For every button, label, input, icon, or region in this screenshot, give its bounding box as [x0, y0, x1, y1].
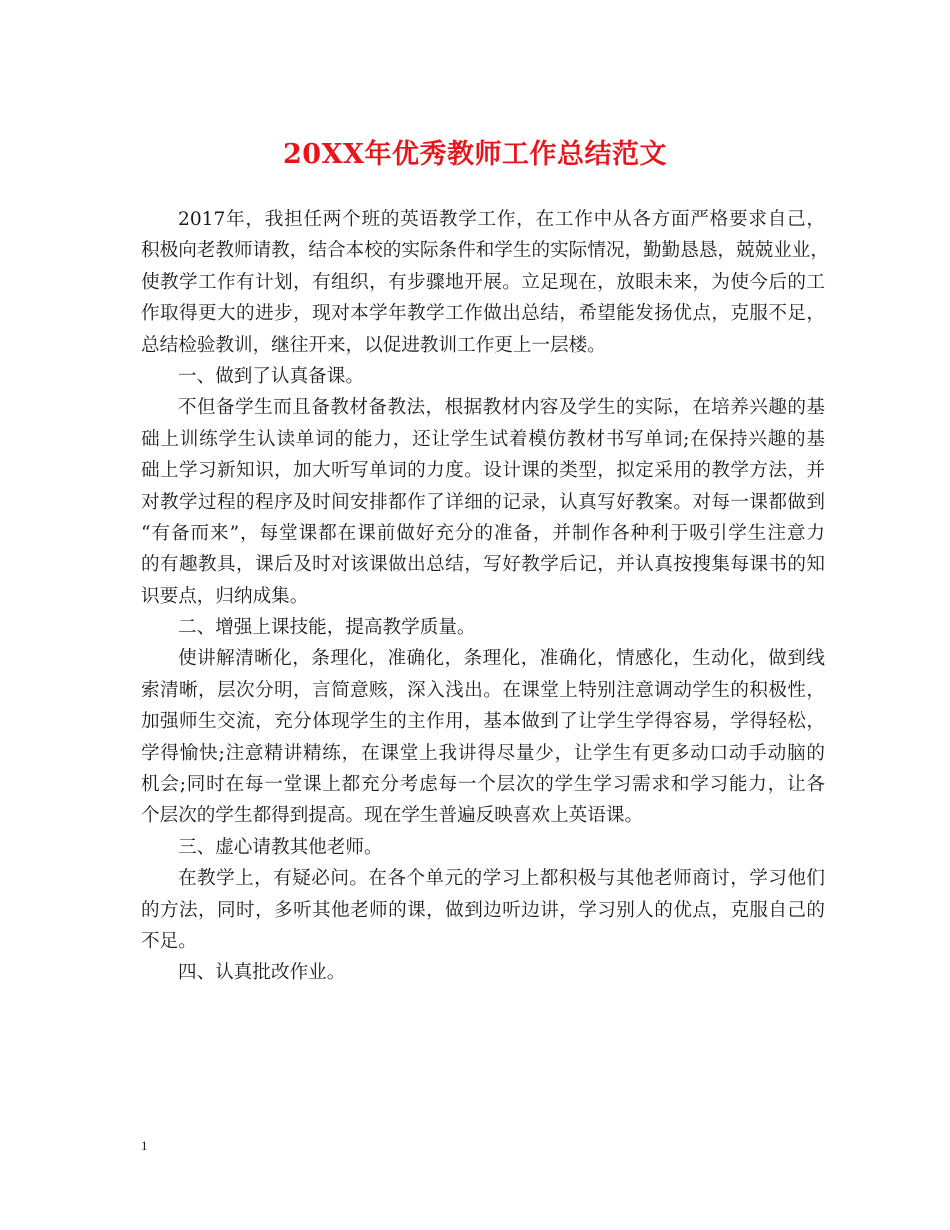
paragraph-line: 础上学习新知识，加大听写单词的力度。设计课的类型，拟定采用的教学方法，并: [141, 460, 825, 482]
paragraph-line: 不但备学生而且备教材备教法，根据教材内容及学生的实际，在培养兴趣的基: [178, 397, 825, 419]
paragraph-line: 学得愉快;注意精讲精练，在课堂上我讲得尽量少，让学生有更多动口动手动脑的: [141, 742, 825, 764]
paragraph-line: 个层次的学生都得到提高。现在学生普遍反映喜欢上英语课。: [141, 805, 644, 827]
paragraph-line: 础上训练学生认读单词的能力，还让学生试着模仿教材书写单词;在保持兴趣的基: [141, 428, 825, 450]
section-heading: 一、做到了认真备课。: [178, 365, 364, 387]
paragraph: [141, 643, 825, 831]
paragraph-line: 积极向老教师请教，结合本校的实际条件和学生的实际情况，勤勤恳恳，兢兢业业，: [141, 240, 829, 262]
page-number: 1: [141, 1138, 148, 1153]
paragraph-line: 识要点，归纳成集。: [141, 585, 309, 607]
document-title: 20XX年优秀教师工作总结范文: [283, 139, 667, 170]
paragraph-line: 作取得更大的进步，现对本学年教学工作做出总结，希望能发扬优点，克服不足，: [141, 303, 825, 325]
paragraph-line: 总结检验教训，继往开来，以促进教训工作更上一层楼。: [141, 334, 606, 356]
paragraph-line: “有备而来”，每堂课都在课前做好充分的准备，并制作各种利于吸引学生注意力: [141, 522, 825, 544]
section-heading: 二、增强上课技能，提高教学质量。: [178, 617, 476, 639]
section-heading: 四、认真批改作业。: [178, 962, 346, 984]
paragraph-line: 对教学过程的程序及时间安排都作了详细的记录，认真写好教案。对每一课都做到: [141, 491, 825, 513]
paragraph-line: 的有趣教具，课后及时对该课做出总结，写好教学后记，并认真按搜集每课书的知: [141, 554, 825, 576]
paragraph-line: 使讲解清晰化，条理化，准确化，条理化，准确化，情感化，生动化，做到线: [178, 648, 825, 670]
paragraph-line: 的方法，同时，多听其他老师的课，做到边听边讲，学习别人的优点，克服自己的: [141, 899, 825, 921]
paragraph-line: 在教学上，有疑必问。在各个单元的学习上都积极与其他老师商讨，学习他们: [178, 868, 825, 890]
document-body: [141, 204, 829, 989]
paragraph-line: 加强师生交流，充分体现学生的主作用，基本做到了让学生学得容易，学得轻松，: [141, 711, 825, 733]
section-heading: 三、虚心请教其他老师。: [178, 836, 383, 858]
paragraph: [141, 863, 825, 957]
paragraph: [141, 392, 825, 612]
paragraph-line: 不足。: [141, 930, 197, 952]
paragraph-line: 使教学工作有计划，有组织，有步骤地开展。立足现在，放眼未来，为使今后的工: [141, 271, 825, 293]
paragraph-line: 机会;同时在每一堂课上都充分考虑每一个层次的学生学习需求和学习能力，让各: [141, 774, 825, 796]
paragraph-line: 2017年，我担任两个班的英语教学工作，在工作中从各方面严格要求自己，: [178, 209, 825, 230]
paragraph-line: 索清晰，层次分明，言简意赅，深入浅出。在课堂上特别注意调动学生的积极性，: [141, 679, 825, 701]
paragraph: [141, 204, 829, 361]
